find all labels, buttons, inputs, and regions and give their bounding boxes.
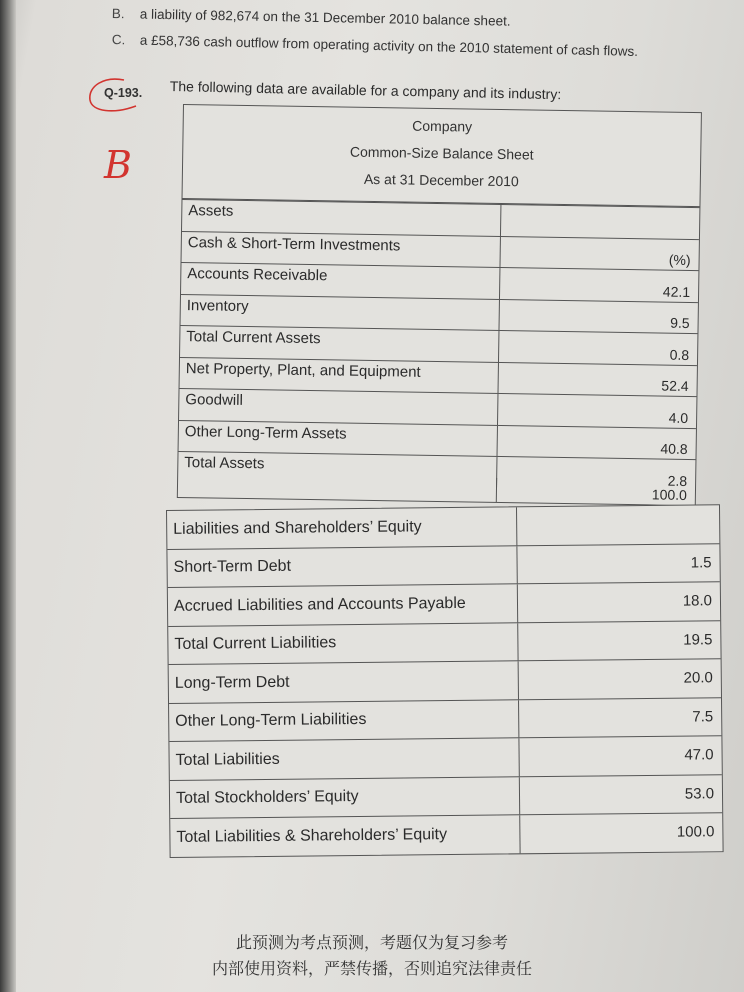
liabilities-table: [166, 504, 724, 857]
row-value: 100.0: [496, 477, 695, 504]
row-value: 18.0: [517, 582, 720, 622]
page-binding: [0, 0, 16, 992]
row-label: Short-Term Debt: [173, 557, 292, 577]
row-label: [178, 472, 496, 501]
heading-company: Company: [412, 117, 473, 135]
row-label: Liabilities and Shareholders’ Equity: [173, 518, 422, 538]
row-label: Total Liabilities: [175, 750, 280, 769]
row-label: Other Long-Term Liabilities: [175, 711, 367, 731]
row-label: Total Liabilities & Shareholders’ Equity: [176, 825, 448, 846]
option-b-letter: B.: [111, 6, 125, 22]
row-value: 20.0: [518, 659, 721, 699]
option-c-text: a £58,736 cash outflow from operating activity on the 2010 statement of cash flows.: [139, 32, 639, 59]
handwritten-answer-letter: B: [104, 143, 132, 186]
row-label: Accrued Liabilities and Accounts Payable: [173, 594, 466, 615]
question-number: Q-193.: [104, 86, 143, 100]
table-row: [170, 812, 722, 856]
row-value: 19.5: [517, 621, 720, 661]
row-value: 4.0: [497, 394, 696, 428]
heading-statement: Common-Size Balance Sheet: [349, 143, 534, 163]
heading-date: As at 31 December 2010: [363, 170, 519, 190]
row-value: 47.0: [518, 736, 721, 776]
footer-line-1: 此预测为考点预测，考题仅为复习参考: [235, 933, 508, 952]
row-label: Total Stockholders’ Equity: [175, 788, 359, 808]
option-c-letter: C.: [111, 32, 126, 48]
table-row: [168, 620, 720, 664]
row-value: 7.5: [518, 698, 721, 738]
table-row: [167, 505, 719, 548]
assets-table: [177, 104, 702, 506]
row-value: [500, 205, 699, 239]
row-label: Inventory: [186, 296, 249, 315]
row-label: Cash & Short-Term Investments: [187, 233, 401, 254]
row-value: (%): [499, 236, 698, 270]
row-label: Net Property, Plant, and Equipment: [185, 359, 421, 381]
row-label: Accounts Receivable: [187, 265, 328, 285]
question-prompt: The following data are available for a company and its industry:: [169, 78, 562, 103]
table-row: [168, 581, 720, 625]
row-label: Goodwill: [185, 391, 244, 409]
row-value: 53.0: [519, 775, 722, 815]
row-value: 100.0: [519, 813, 722, 853]
row-value: 1.5: [516, 544, 719, 584]
row-value: 52.4: [497, 362, 696, 396]
option-b-text: a liability of 982,674 on the 31 December 2010 balance sheet.: [139, 6, 511, 29]
row-label: Total Current Liabilities: [174, 634, 337, 654]
assets-table-heading: [183, 105, 701, 207]
row-value: 0.8: [498, 331, 697, 365]
row-value: 9.5: [498, 299, 697, 333]
row-label: Assets: [188, 202, 234, 220]
table-row: [169, 735, 721, 779]
row-value: [516, 505, 719, 545]
table-row: [167, 543, 719, 587]
row-label: Total Current Assets: [186, 328, 321, 348]
row-label: Long-Term Debt: [174, 673, 290, 692]
table-row: [169, 697, 721, 741]
row-value: 40.8: [497, 425, 696, 459]
row-label: Other Long-Term Assets: [184, 422, 347, 443]
table-row: [170, 774, 722, 818]
row-value: 42.1: [499, 268, 698, 302]
row-value: 2.8: [496, 457, 695, 491]
table-row: [169, 658, 721, 702]
handwritten-answer: [100, 138, 140, 186]
footer-line-2: 内部使用资料，严禁传播，否则追究法律责任: [211, 959, 532, 978]
row-label: Total Assets: [184, 454, 265, 473]
